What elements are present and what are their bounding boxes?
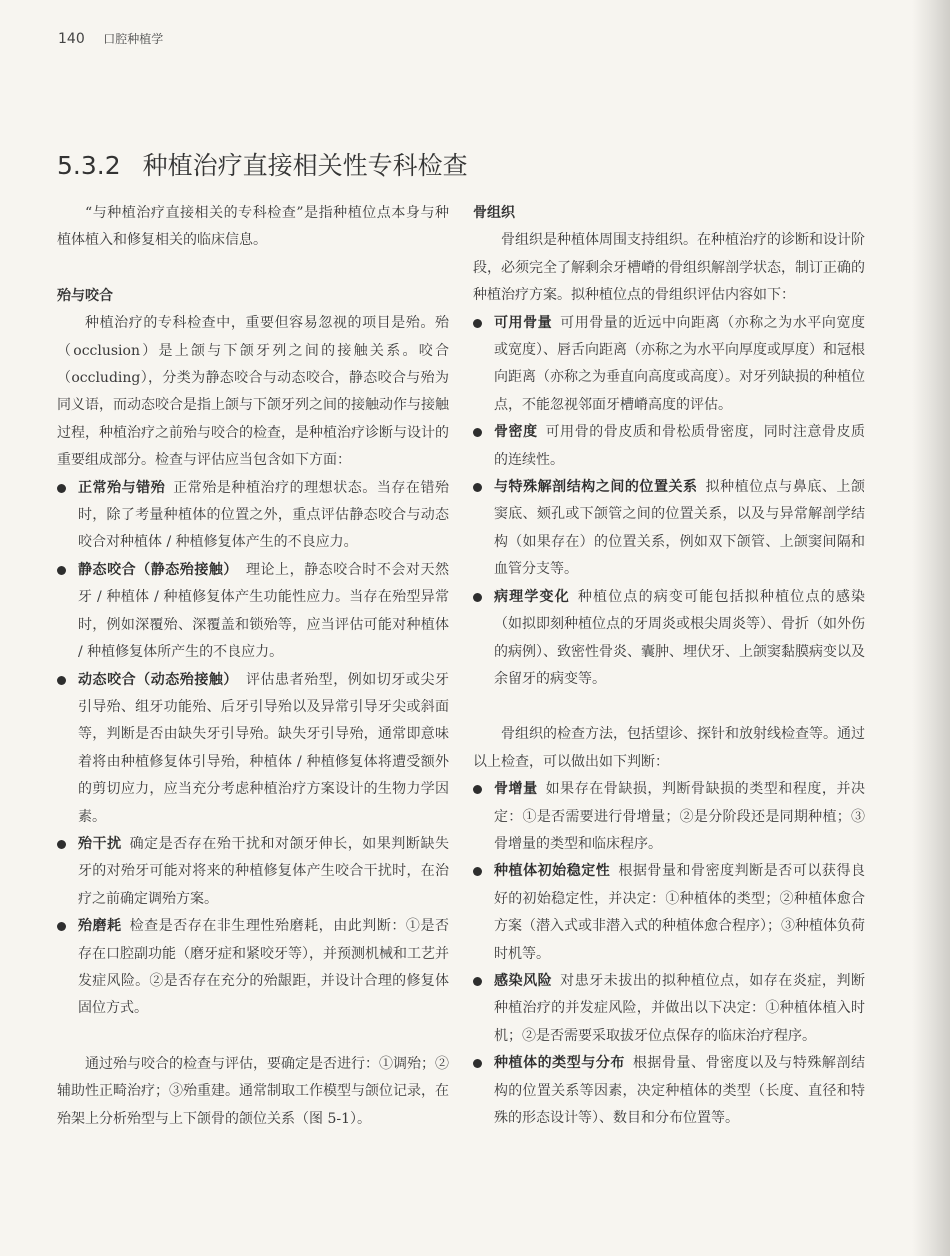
left-column — [57, 200, 449, 1133]
list-item-text: 对患牙未拔出的拟种植位点，如存在炎症，判断种植治疗的并发症风险，并做出以下决定：①种植体植入时机；②是否需要采取拔牙位点保存的临床治疗程序。 — [494, 972, 866, 1044]
list-item-term: 静态咬合（静态殆接触） — [78, 561, 238, 578]
occlusion-heading: 殆与咬合 — [57, 287, 113, 304]
section-title-text: 种植治疗直接相关性专科检查 — [142, 151, 468, 180]
list-item — [473, 310, 865, 420]
list-item-term: 种植体的类型与分布 — [494, 1055, 625, 1072]
list-item-text: 确定是否存在殆干扰和对颌牙伸长，如果判断缺失牙的对殆牙可能对将来的种植修复体产生咬合干扰时，在治疗之前确定调殆方案。 — [78, 835, 449, 907]
occlusion-closing-paragraph: 通过殆与咬合的检查与评估，要确定是否进行：①调殆；②辅助性正畸治疗；③殆重建。通常制取工作模型与颌位记录，在殆架上分析殆型与上下颌骨的颌位关系（图 5-1）。 — [57, 1055, 449, 1127]
list-item — [57, 831, 449, 913]
list-item — [473, 1050, 865, 1132]
list-item-term: 骨增量 — [494, 781, 538, 798]
list-item-text: 检查是否存在非生理性殆磨耗，由此判断：①是否存在口腔副功能（磨牙症和紧咬牙等），并预测机械和工艺并发症风险。②是否存在充分的殆龈距，并设计合理的修复体固位方式。 — [78, 918, 449, 1017]
intro-paragraph: “与种植治疗直接相关的专科检查”是指种植位点本身与种植体植入和修复相关的临床信息。 — [57, 205, 449, 249]
list-item-text: 种植位点的病变可能包括拟种植位点的感染（如拟即刻种植位点的牙周炎或根尖周炎等）、骨折（如外伤的病例）、致密性骨炎、囊肿、埋伏牙、上颌窦黏膜病变以及余留牙的病变等。 — [494, 588, 866, 687]
book-title: 口腔种植学 — [103, 32, 164, 46]
list-item-text: 可用骨量的近远中向距离（亦称之为水平向宽度或宽度）、唇舌向距离（亦称之为水平向厚度或厚度）和冠根向距离（亦称之为垂直向高度或高度）。对牙列缺损的种植位点，不能忽视邻面牙槽嵴高度的评估。 — [494, 314, 866, 413]
bullet-icon — [57, 676, 66, 685]
bone-paragraph: 骨组织是种植体周围支持组织。在种植治疗的诊断和设计阶段，必须完全了解剩余牙槽嵴的骨组织解剖学状态，制订正确的种植治疗方案。拟种植位点的骨组织评估内容如下： — [473, 232, 865, 304]
section-title — [57, 146, 468, 182]
list-item-term: 殆干扰 — [78, 835, 122, 852]
judgement-bullet-list — [473, 776, 865, 1132]
list-item-text: 评估患者殆型，例如切牙或尖牙引导殆、组牙功能殆、后牙引导殆以及异常引导牙尖或斜面等，判断是否由缺失牙引导殆。缺失牙引导殆，通常即意味着将由种植修复体引导殆，种植体 / 种植修复体将遭受额外的剪切应力，应当充分考虑种植治疗方案设计的生物力学因素。 — [78, 671, 450, 825]
bullet-icon — [57, 840, 66, 849]
bone-heading: 骨组织 — [473, 205, 515, 221]
list-item — [473, 858, 865, 968]
list-item — [473, 968, 865, 1050]
bullet-icon — [57, 566, 66, 575]
bullet-icon — [473, 483, 482, 492]
occlusion-paragraph: 种植治疗的专科检查中，重要但容易忽视的项目是殆。殆（occlusion）是上颌与下颌牙列之间的接触关系。咬合（occluding），分类为静态咬合与动态咬合，静态咬合与殆为同义语，而动态咬合是指上颌与下颌牙列之间的接触动作与接触过程，种植治疗之前殆与咬合的检查，是种植治疗诊断与设计的重要组成部分。检查与评估应当包含如下方面： — [57, 315, 449, 469]
list-item-term: 殆磨耗 — [78, 918, 122, 935]
list-item-term: 病理学变化 — [494, 588, 570, 605]
bullet-icon — [473, 785, 482, 794]
list-item-text: 理论上，静态咬合时不会对天然牙 / 种植体 / 种植修复体产生功能性应力。当存在殆型异常时，例如深覆殆、深覆盖和锁殆等，应当评估可能对种植体 / 种植修复体所产生的不良应力。 — [78, 561, 450, 661]
list-item-term: 正常殆与错殆 — [78, 479, 166, 496]
list-item-text: 如果存在骨缺损，判断骨缺损的类型和程度，并决定：①是否需要进行骨增量；②是分阶段还是同期种植；③骨增量的类型和临床程序。 — [494, 781, 865, 852]
bullet-icon — [57, 484, 66, 493]
list-item-term: 骨密度 — [494, 424, 538, 441]
list-item — [473, 584, 865, 694]
list-item-term: 种植体初始稳定性 — [494, 863, 611, 880]
list-item — [473, 776, 865, 858]
list-item — [473, 474, 865, 584]
list-item — [57, 667, 449, 831]
list-item-text: 根据骨量、骨密度以及与特殊解剖结构的位置关系等因素，决定种植体的类型（长度、直径和特殊的形态设计等）、数目和分布位置等。 — [494, 1055, 865, 1126]
running-header — [58, 30, 163, 47]
list-item — [57, 557, 449, 667]
list-item-term: 与特殊解剖结构之间的位置关系 — [494, 479, 698, 496]
list-item-text: 拟种植位点与鼻底、上颌窦底、颏孔或下颌管之间的位置关系，以及与异常解剖学结构（如果存在）的位置关系，例如双下颌管、上颌窦间隔和血管分支等。 — [494, 479, 866, 578]
list-item — [473, 419, 865, 474]
bone-bullet-list — [473, 310, 865, 694]
bullet-icon — [473, 428, 482, 437]
list-item-text: 可用骨的骨皮质和骨松质骨密度，同时注意骨皮质的连续性。 — [494, 424, 865, 468]
list-item-text: 根据骨量和骨密度判断是否可以获得良好的初始稳定性，并决定：①种植体的类型；②种植体愈合方案（潜入式或非潜入式的种植体愈合程序）；③种植体负荷时机等。 — [494, 863, 866, 962]
page-edge-shadow — [912, 0, 950, 1256]
bullet-icon — [473, 593, 482, 602]
bullet-icon — [473, 319, 482, 328]
list-item-term: 可用骨量 — [494, 314, 553, 331]
list-item — [57, 475, 449, 557]
right-column — [473, 200, 865, 1132]
list-item — [57, 913, 449, 1023]
page-number: 140 — [58, 31, 85, 47]
bone-exam-paragraph: 骨组织的检查方法，包括望诊、探针和放射线检查等。通过以上检查，可以做出如下判断： — [473, 726, 865, 770]
bullet-icon — [473, 977, 482, 986]
list-item-text: 正常殆是种植治疗的理想状态。当存在错殆时，除了考量种植体的位置之外，重点评估静态咬合与动态咬合对种植体 / 种植修复体产生的不良应力。 — [78, 479, 449, 551]
occlusion-bullet-list — [57, 475, 449, 1023]
list-item-term: 感染风险 — [494, 972, 553, 989]
bullet-icon — [57, 922, 66, 931]
section-number: 5.3.2 — [57, 151, 121, 180]
bullet-icon — [473, 867, 482, 876]
bullet-icon — [473, 1059, 482, 1068]
list-item-term: 动态咬合（动态殆接触） — [78, 671, 238, 688]
